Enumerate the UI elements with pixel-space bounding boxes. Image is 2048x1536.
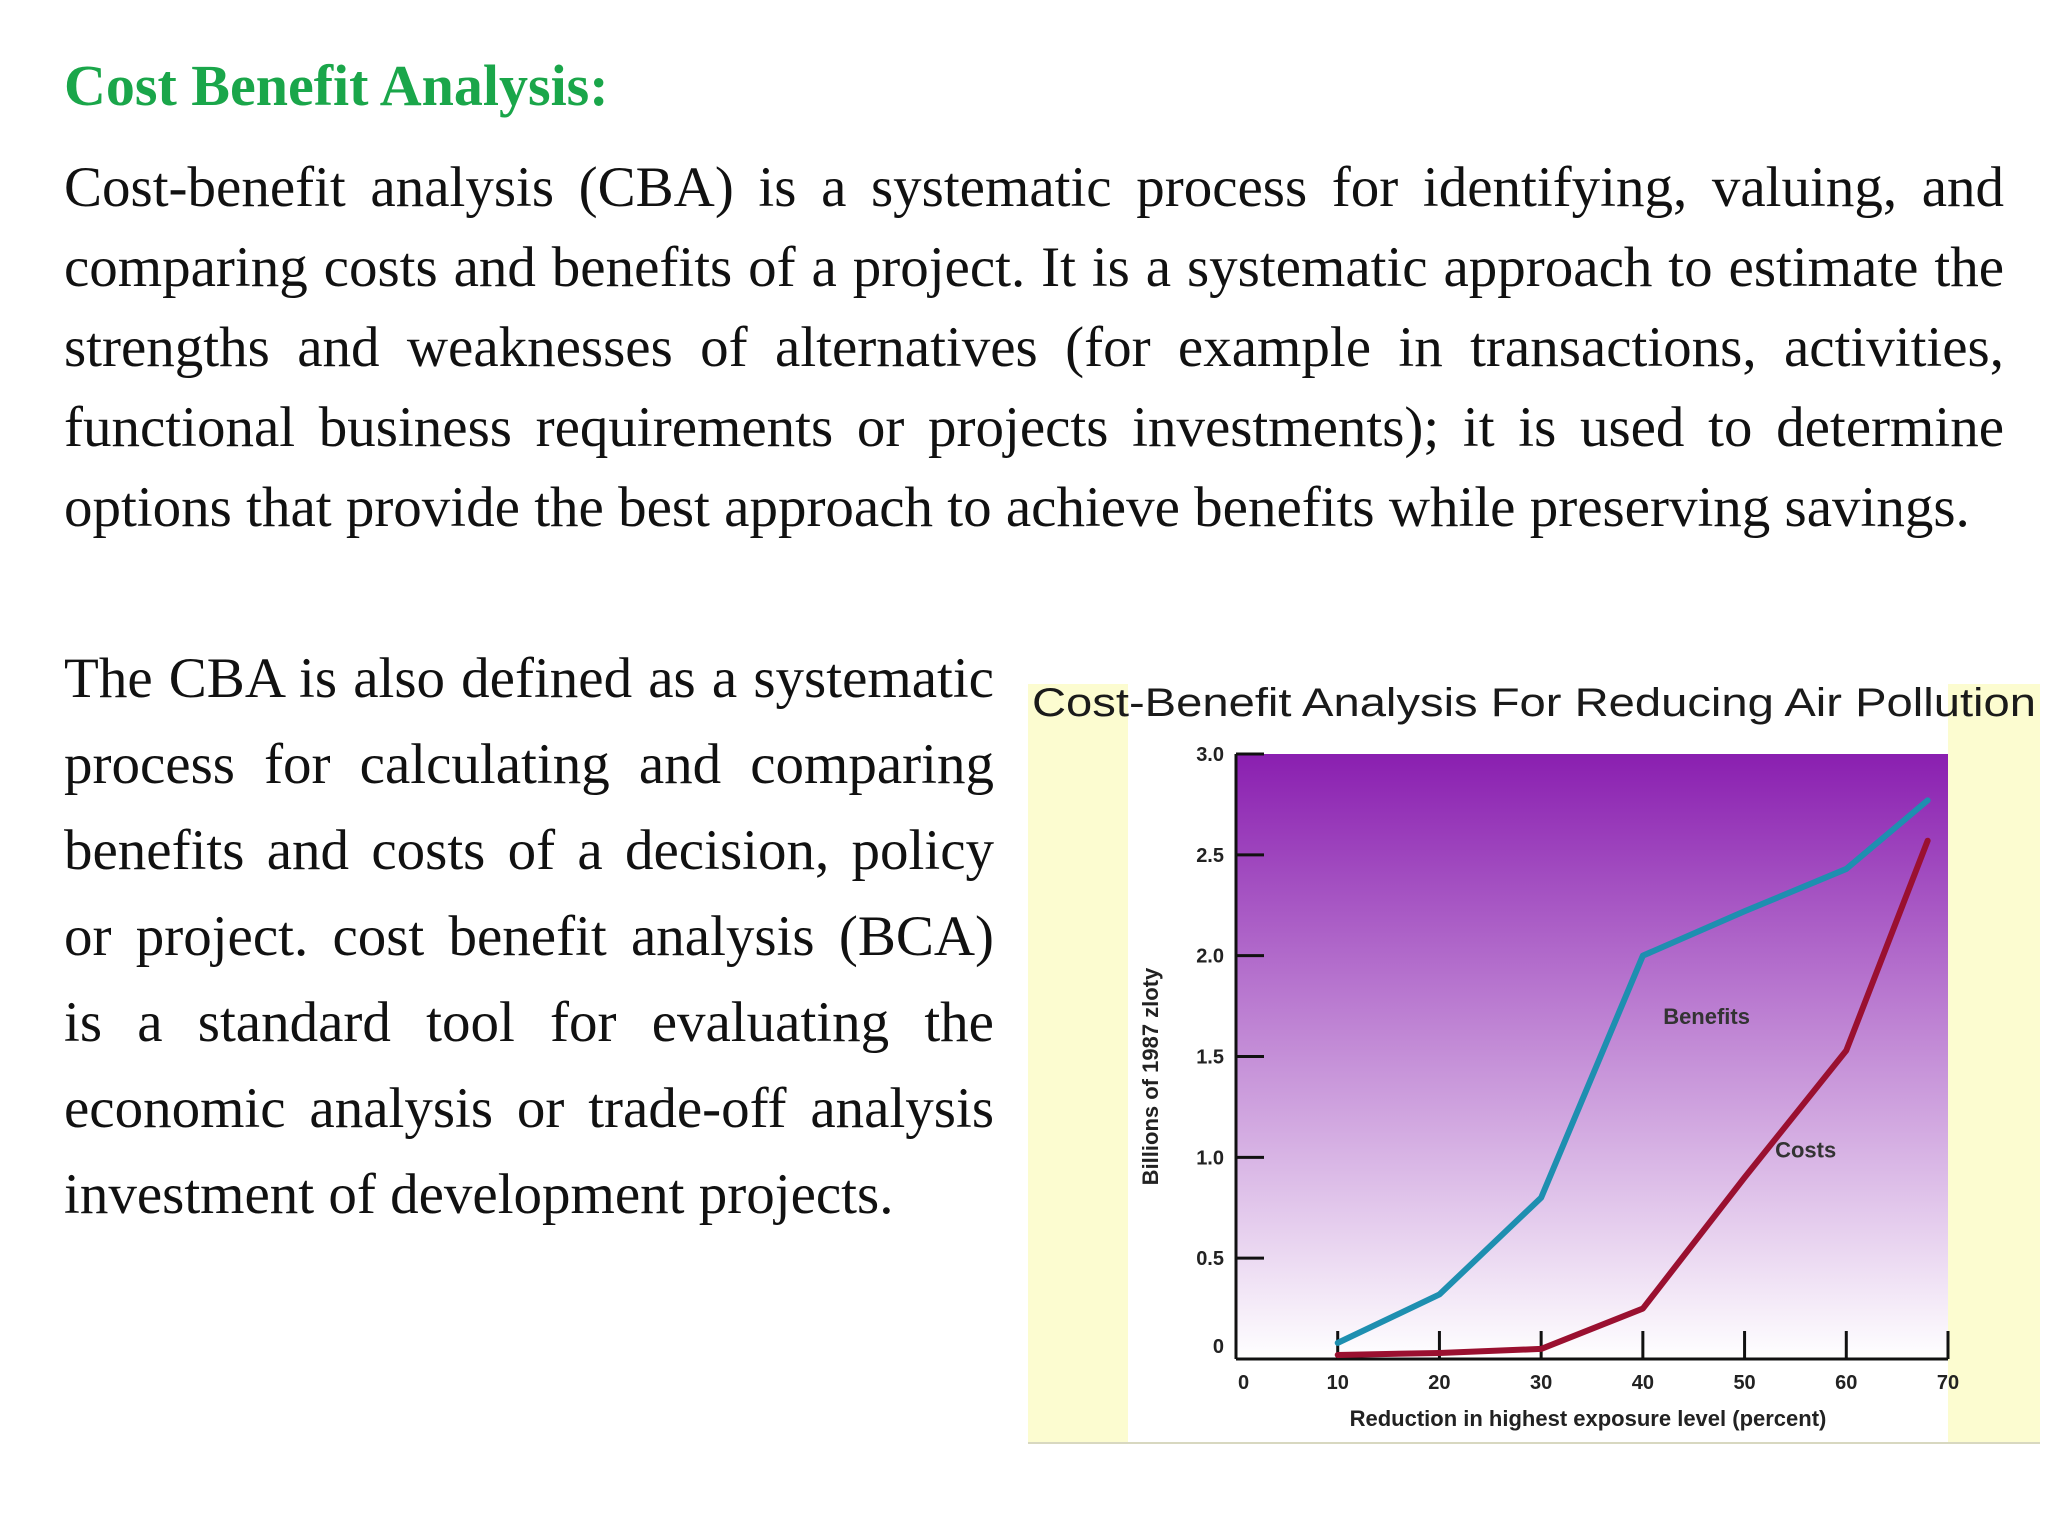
costs-data-point: [1743, 1176, 1747, 1180]
costs-data-point: [1641, 1307, 1645, 1311]
costs-data-point: [1539, 1347, 1543, 1351]
y-tick-label: 1.5: [1196, 1046, 1224, 1069]
chart-title: Cost-Benefit Analysis For Reducing Air Pollution: [1032, 684, 2036, 725]
x-tick-label: 40: [1631, 1372, 1654, 1394]
page-title: Cost Benefit Analysis:: [64, 53, 609, 118]
y-tick-label: 0: [1212, 1336, 1224, 1358]
costs-annotation: Costs: [1775, 1137, 1837, 1163]
y-axis-label: Billions of 1987 zloty: [1138, 967, 1163, 1186]
costs-data-point: [1437, 1351, 1441, 1355]
y-tick-label: 1.0: [1196, 1147, 1224, 1170]
benefits-annotation: Benefits: [1663, 1004, 1750, 1030]
costs-data-point: [1336, 1353, 1340, 1357]
x-axis-label: Reduction in highest exposure level (percent): [1349, 1406, 1827, 1431]
chart-figure: [1028, 684, 2040, 1444]
benefits-data-point: [1336, 1341, 1340, 1345]
definition-paragraph: Cost-benefit analysis (CBA) is a systematic process for identifying, valuing, and comparing costs and benefits of a project. It is a systematic approach to estimate the strengths and weaknesses of alternatives (for example in transactions, activities, functional business requirements or projects investments); it is used to determine options that provide the best approach to achieve benefits while preserving savings.: [64, 156, 2004, 539]
secondary-definition-paragraph: The CBA is also defined as a systematic process for calculating and comparing benefits and costs of a decision, policy or project. cost benefit analysis (BCA) is a standard tool for evaluating the economic analysis or trade-off analysis investment of development projects.: [64, 647, 994, 1226]
x-tick-label: 10: [1326, 1372, 1349, 1394]
benefits-data-point: [1926, 798, 1930, 802]
x-tick-label: 70: [1936, 1372, 1960, 1394]
y-tick-label: 2.0: [1196, 945, 1224, 968]
y-tick-label: 2.5: [1196, 844, 1224, 867]
y-tick-label: 0.5: [1196, 1248, 1224, 1271]
costs-data-point: [1926, 839, 1930, 843]
x-tick-label: 30: [1530, 1372, 1553, 1394]
benefits-data-point: [1539, 1196, 1543, 1200]
benefits-data-point: [1641, 954, 1645, 958]
y-tick-label: 3.0: [1196, 744, 1224, 766]
x-tick-label: 20: [1428, 1372, 1451, 1394]
benefits-data-point: [1743, 909, 1747, 913]
benefits-data-point: [1437, 1292, 1441, 1296]
x-tick-label: 0: [1238, 1372, 1250, 1394]
cost-benefit-chart: [1028, 684, 2040, 1444]
x-tick-label: 60: [1835, 1372, 1858, 1394]
x-tick-label: 50: [1733, 1372, 1756, 1394]
costs-data-point: [1844, 1048, 1848, 1052]
benefits-data-point: [1844, 867, 1848, 871]
